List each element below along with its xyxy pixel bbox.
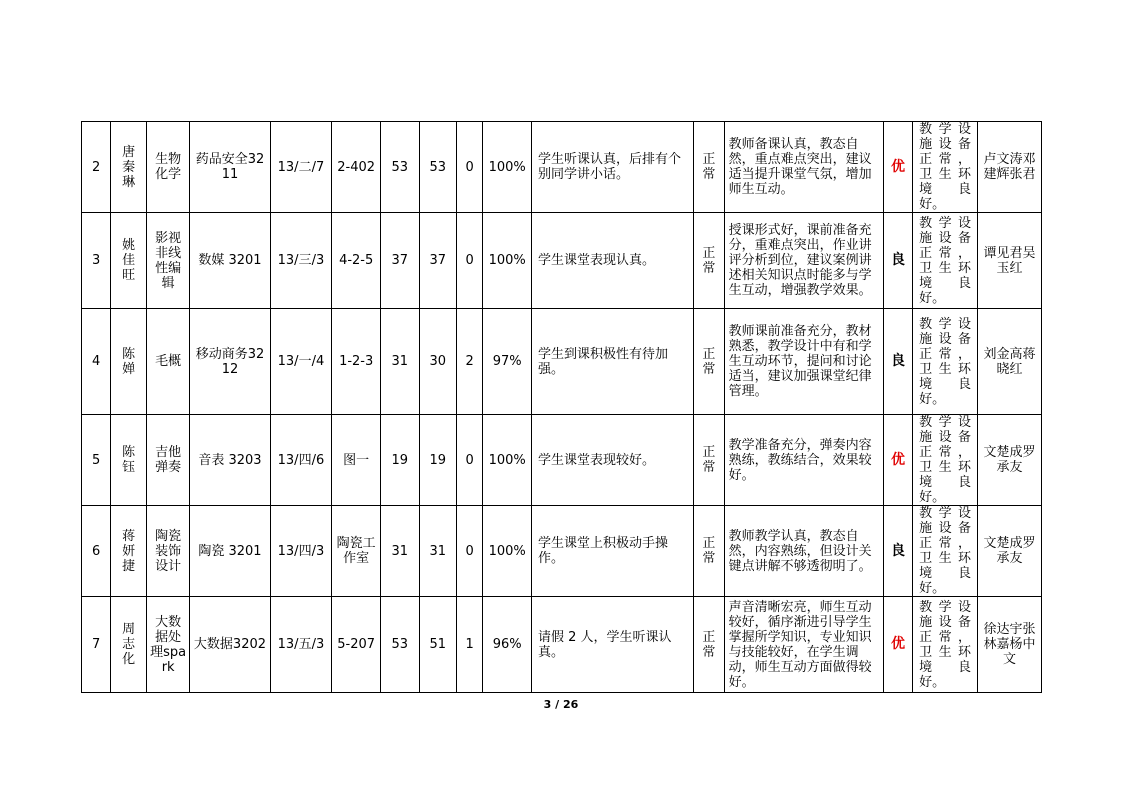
attendance-rate-cell: 96% <box>483 597 532 693</box>
lesson-time-cell: 13/五/3 <box>270 597 332 693</box>
course-name-cell: 大数据处理spark <box>146 597 190 693</box>
expected-count-cell: 53 <box>381 597 420 693</box>
table-body <box>82 122 1042 693</box>
student-performance-cell: 请假 2 人，学生听课认真。 <box>532 597 694 693</box>
class-name-cell: 数媒 3201 <box>190 213 270 309</box>
class-name-cell: 移动商务3212 <box>190 309 270 415</box>
inspection-record-table <box>81 121 1042 693</box>
inspectors-cell: 谭见君吴玉红 <box>978 213 1042 309</box>
teaching-comment-cell: 教学准备充分，弹奏内容熟练，教练结合，效果较好。 <box>724 415 883 506</box>
actual-count-cell: 19 <box>419 415 457 506</box>
lesson-time-cell: 13/一/4 <box>270 309 332 415</box>
facility-status-cell: 教学设施设备正常，卫生环境良好。 <box>913 506 978 597</box>
actual-count-cell: 51 <box>419 597 457 693</box>
teaching-comment-cell: 教师教学认真，教态自然，内容熟练，但设计关键点讲解不够透彻明了。 <box>724 506 883 597</box>
teaching-comment-cell: 教师课前准备充分，教材熟悉，教学设计中有和学生互动环节，提问和讨论适当，建议加强课堂纪律管理。 <box>724 309 883 415</box>
teacher-name-cell: 陈婵 <box>111 309 146 415</box>
teaching-comment-cell: 声音清晰宏亮，师生互动较好，循序渐进引导学生掌握所学知识，专业知识与技能较好，在学生调动，师生互动方面做得较好。 <box>724 597 883 693</box>
course-name-cell: 陶瓷装饰设计 <box>146 506 190 597</box>
grade-cell: 优 <box>883 597 912 693</box>
attendance-rate-cell: 100% <box>483 415 532 506</box>
class-name-cell: 音表 3203 <box>190 415 270 506</box>
teacher-name-cell: 陈钰 <box>111 415 146 506</box>
inspectors-cell: 徐达宇张林嘉杨中文 <box>978 597 1042 693</box>
course-name-cell: 影视非线性编辑 <box>146 213 190 309</box>
classroom-cell: 4-2-5 <box>332 213 381 309</box>
row-number-cell: 5 <box>82 415 111 506</box>
absent-count-cell: 0 <box>457 122 483 213</box>
student-performance-cell: 学生课堂上积极动手操作。 <box>532 506 694 597</box>
facility-status-cell: 教学设施设备正常，卫生环境良好。 <box>913 309 978 415</box>
teaching-comment-cell: 授课形式好，课前准备充分，重难点突出，作业讲评分析到位，建议案例讲述相关知识点时能多与学生互动，增强教学效果。 <box>724 213 883 309</box>
course-name-cell: 毛概 <box>146 309 190 415</box>
row-number-cell: 4 <box>82 309 111 415</box>
expected-count-cell: 53 <box>381 122 420 213</box>
expected-count-cell: 31 <box>381 506 420 597</box>
absent-count-cell: 0 <box>457 506 483 597</box>
attendance-rate-cell: 100% <box>483 506 532 597</box>
table-row <box>82 122 1042 213</box>
facility-status-cell: 教学设施设备正常，卫生环境良好。 <box>913 122 978 213</box>
lesson-time-cell: 13/二/7 <box>270 122 332 213</box>
actual-count-cell: 31 <box>419 506 457 597</box>
facility-status-cell: 教学设施设备正常，卫生环境良好。 <box>913 597 978 693</box>
classroom-cell: 5-207 <box>332 597 381 693</box>
table-row <box>82 506 1042 597</box>
teaching-order-cell: 正常 <box>694 213 724 309</box>
student-performance-cell: 学生课堂表现认真。 <box>532 213 694 309</box>
attendance-rate-cell: 100% <box>483 213 532 309</box>
lesson-time-cell: 13/四/3 <box>270 506 332 597</box>
class-name-cell: 陶瓷 3201 <box>190 506 270 597</box>
facility-status-cell: 教学设施设备正常，卫生环境良好。 <box>913 415 978 506</box>
absent-count-cell: 2 <box>457 309 483 415</box>
table-row <box>82 597 1042 693</box>
expected-count-cell: 31 <box>381 309 420 415</box>
inspectors-cell: 文楚成罗承友 <box>978 415 1042 506</box>
teacher-name-cell: 蒋妍捷 <box>111 506 146 597</box>
lesson-time-cell: 13/四/6 <box>270 415 332 506</box>
classroom-cell: 陶瓷工作室 <box>332 506 381 597</box>
page-number: 3 / 26 <box>543 698 579 711</box>
student-performance-cell: 学生到课积极性有待加强。 <box>532 309 694 415</box>
classroom-cell: 1-2-3 <box>332 309 381 415</box>
teaching-order-cell: 正常 <box>694 309 724 415</box>
expected-count-cell: 37 <box>381 213 420 309</box>
lesson-time-cell: 13/三/3 <box>270 213 332 309</box>
absent-count-cell: 0 <box>457 415 483 506</box>
grade-cell: 良 <box>883 309 912 415</box>
grade-cell: 优 <box>883 122 912 213</box>
teacher-name-cell: 唐秦琳 <box>111 122 146 213</box>
classroom-cell: 图一 <box>332 415 381 506</box>
grade-cell: 良 <box>883 506 912 597</box>
expected-count-cell: 19 <box>381 415 420 506</box>
teaching-order-cell: 正常 <box>694 415 724 506</box>
teacher-name-cell: 周志化 <box>111 597 146 693</box>
facility-status-cell: 教学设施设备正常，卫生环境良好。 <box>913 213 978 309</box>
attendance-rate-cell: 97% <box>483 309 532 415</box>
row-number-cell: 7 <box>82 597 111 693</box>
course-name-cell: 生物化学 <box>146 122 190 213</box>
row-number-cell: 6 <box>82 506 111 597</box>
teaching-order-cell: 正常 <box>694 122 724 213</box>
actual-count-cell: 53 <box>419 122 457 213</box>
attendance-rate-cell: 100% <box>483 122 532 213</box>
teaching-order-cell: 正常 <box>694 597 724 693</box>
row-number-cell: 3 <box>82 213 111 309</box>
teaching-comment-cell: 教师备课认真，教态自然，重点难点突出，建议适当提升课堂气氛，增加师生互动。 <box>724 122 883 213</box>
absent-count-cell: 1 <box>457 597 483 693</box>
actual-count-cell: 37 <box>419 213 457 309</box>
inspectors-cell: 刘金高蒋晓红 <box>978 309 1042 415</box>
student-performance-cell: 学生课堂表现较好。 <box>532 415 694 506</box>
grade-cell: 良 <box>883 213 912 309</box>
inspectors-cell: 文楚成罗承友 <box>978 506 1042 597</box>
course-name-cell: 吉他弹奏 <box>146 415 190 506</box>
class-name-cell: 大数据3202 <box>190 597 270 693</box>
actual-count-cell: 30 <box>419 309 457 415</box>
table-row <box>82 309 1042 415</box>
teacher-name-cell: 姚佳旺 <box>111 213 146 309</box>
classroom-cell: 2-402 <box>332 122 381 213</box>
absent-count-cell: 0 <box>457 213 483 309</box>
grade-cell: 优 <box>883 415 912 506</box>
student-performance-cell: 学生听课认真，后排有个别同学讲小话。 <box>532 122 694 213</box>
row-number-cell: 2 <box>82 122 111 213</box>
table-row <box>82 415 1042 506</box>
teaching-order-cell: 正常 <box>694 506 724 597</box>
table-row <box>82 213 1042 309</box>
inspectors-cell: 卢文涛邓建辉张君 <box>978 122 1042 213</box>
class-name-cell: 药品安全3211 <box>190 122 270 213</box>
